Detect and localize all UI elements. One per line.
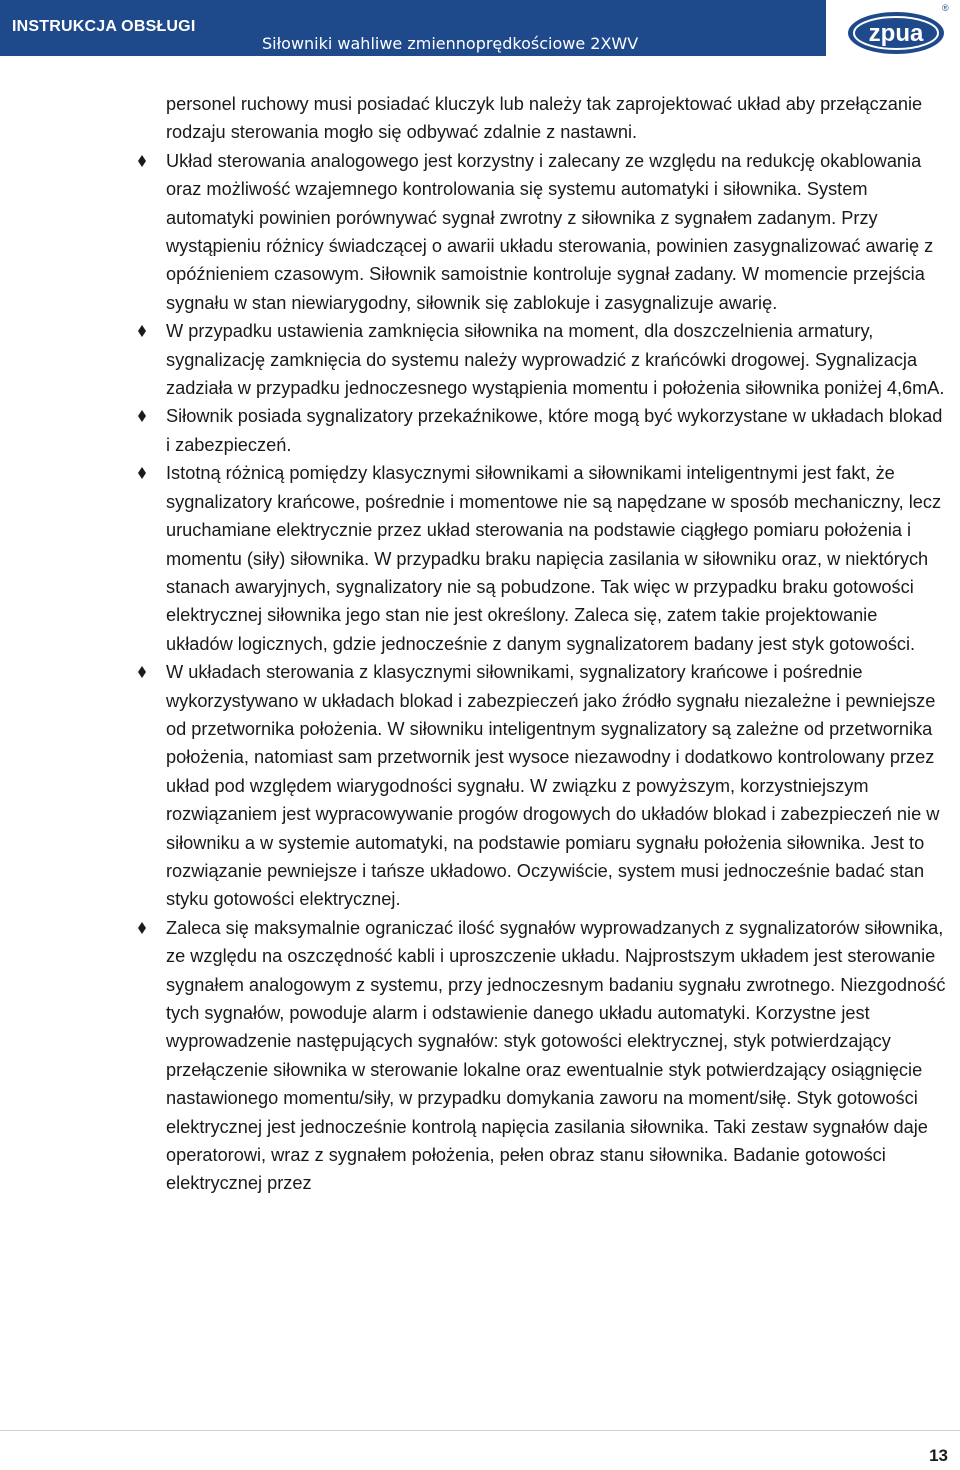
bullet-paragraph	[134, 658, 946, 914]
page-number: 13	[929, 1446, 948, 1465]
header-label: INSTRUKCJA OBSŁUGI	[12, 18, 196, 35]
registered-mark: ®	[942, 3, 949, 13]
bullet-paragraph	[134, 402, 946, 459]
diamond-bullet-icon	[136, 666, 148, 678]
diamond-bullet-icon	[136, 410, 148, 422]
document-title: Siłowniki wahliwe zmiennoprędkościowe 2XWV	[262, 34, 639, 53]
bullet-text: Istotną różnicą pomiędzy klasycznymi siłownikami a siłownikami inteligentnymi jest fakt, że sygnalizatory krańcowe, pośrednie i momentowe nie są napędzane w sposób mechaniczny, lecz uruchamiane elektrycznie przez układ sterowania na podstawie ciągłego pomiaru położenia i momentu (siły) siłownika. W przypadku braku napięcia zasilania w siłowniku oraz, w niektórych stanach awaryjnych, sygnalizatory nie są pobudzone. Tak więc w przypadku braku gotowości elektrycznej siłownika jego stan nie jest określony. Zaleca się, zatem takie projektowanie układów logicznych, gdzie jednocześnie z danym sygnalizatorem badany jest styk gotowości.	[166, 463, 942, 654]
bullet-paragraph	[134, 147, 946, 317]
bullet-paragraph	[134, 459, 946, 658]
diamond-bullet-icon	[136, 922, 148, 934]
bullet-list	[134, 147, 946, 1198]
diamond-bullet-icon	[136, 325, 148, 337]
bullet-text: Zaleca się maksymalnie ograniczać ilość sygnałów wyprowadzanych z sygnalizatorów siłownika, ze względu na oszczędność kabli i uproszczenie układu. Najprostszym układem jest sterowanie sygnałem analogowym z systemu, przy jednoczesnym badaniu sygnału zwrotnego. Niezgodność tych sygnałów, powoduje alarm i odstawienie danego układu automatyki. Korzystne jest wyprowadzenie następujących sygnałów: styk gotowości elektrycznej, styk potwierdzający przełączenie siłownika w sterowanie lokalne oraz ewentualnie styk potwierdzający osiągnięcie nastawionego momentu/siły, w przypadku domykania zaworu na moment/siłę. Styk gotowości elektrycznej jest jednocześnie kontrolą napięcia zasilania siłownika. Taki zestaw sygnałów daje operatorowi, wraz z sygnałem położenia, pełen obraz stanu siłownika. Badanie gotowości elektrycznej przez	[166, 917, 946, 1194]
bullet-paragraph	[134, 317, 946, 402]
bullet-text: W przypadku ustawienia zamknięcia siłownika na moment, dla doszczelnienia armatury, sygnalizację zamknięcia do systemu należy wyprowadzić z krańcówki drogowej. Sygnalizacja zadziała w przypadku jednoczesnego wystąpienia momentu i położenia siłownika poniżej 4,6mA.	[166, 321, 945, 399]
bullet-text: W układach sterowania z klasycznymi siłownikami, sygnalizatory krańcowe i pośrednie wykorzystywano w układach blokad i zabezpieczeń jako źródło sygnału niezależne i pewniejsze od przetwornika położenia. W siłowniku inteligentnym sygnalizatory są zależne od przetwornika położenia, natomiast sam przetwornik jest wysoce niezawodny i dodatkowo kontrolowany przez układ pod względem wiarygodności sygnału. W związku z powyższym, korzystniejszym rozwiązaniem jest wypracowywanie progów drogowych do układów blokad i zabezpieczeń nie w siłowniku a w systemie automatyki, na podstawie pomiaru sygnału położenia siłownika. Jest to rozwiązanie pewniejsze i tańsze układowo. Oczywiście, system musi jednocześnie badać stan styku gotowości elektrycznej.	[166, 662, 940, 910]
footer-divider	[0, 1430, 960, 1431]
zpua-logo-icon	[846, 10, 946, 56]
page-header	[0, 0, 960, 66]
bullet-paragraph	[134, 914, 946, 1198]
bullet-text: Siłownik posiada sygnalizatory przekaźnikowe, które mogą być wykorzystane w układach blokad i zabezpieczeń.	[166, 406, 943, 455]
bullet-text: Układ sterowania analogowego jest korzystny i zalecany ze względu na redukcję okablowania oraz możliwość wzajemnego kontrolowania się systemu automatyki i siłownika. System automatyki powinien porównywać sygnał zwrotny z siłownika z sygnałem zadanym. Przy wystąpieniu różnicy świadczącej o awarii układu sterowania, powinien zasygnalizować awarię z opóźnieniem czasowym. Siłownik samoistnie kontroluje sygnał zadany. W momencie przejścia sygnału w stan niewiarygodny, siłownik się zablokuje i zasygnalizuje awarię.	[166, 150, 934, 313]
logo-text: zpua	[868, 20, 924, 47]
continuation-paragraph: personel ruchowy musi posiadać kluczyk lub należy tak zaprojektować układ aby przełączanie rodzaju sterowania mogło się odbywać zdalnie z nastawni.	[166, 94, 923, 143]
diamond-bullet-icon	[136, 467, 148, 479]
diamond-bullet-icon	[136, 155, 148, 167]
document-body	[134, 90, 946, 1198]
header-bar	[0, 0, 826, 56]
